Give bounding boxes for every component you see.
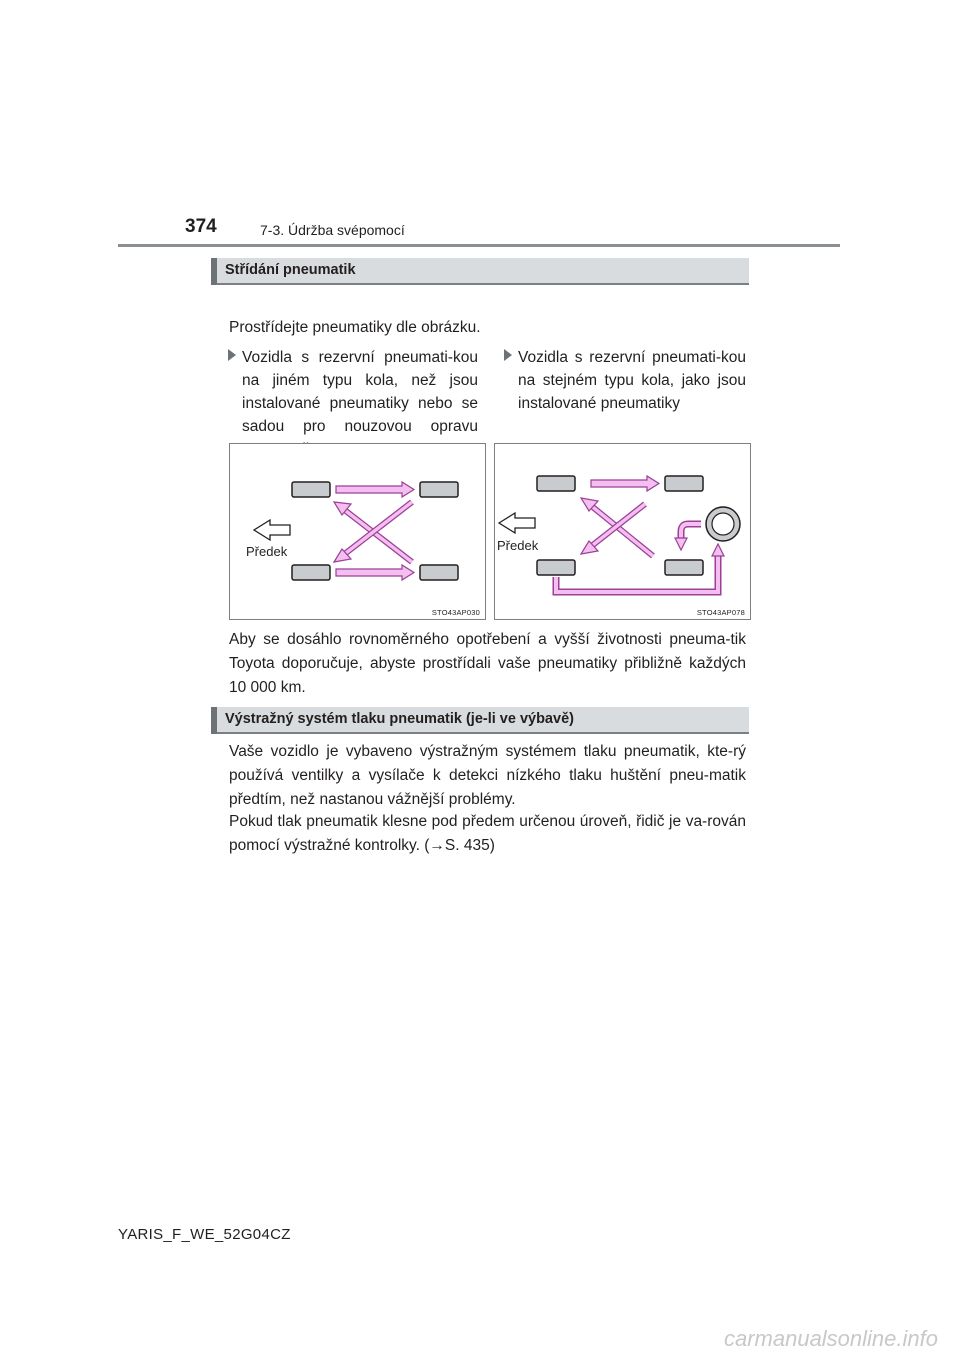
tire-rear-left [665,476,703,491]
front-label: Předek [497,538,539,553]
section-header-bar [211,707,217,734]
front-label: Předek [246,544,288,559]
bullet-same-spare [518,346,746,415]
rotation-diagram-right-svg [495,444,750,619]
tpms-paragraph-1: Vaše vozidlo je vybaveno výstražným systémem tlaku pneumatik, kte-rý používá ventilky a vysílače k detekci nízkého tlaku huštění pneu-matik předtím, než nastanou vážnější problémy. [229,743,746,808]
rotation-diagram-left [229,443,486,620]
intro-text: Prostřídejte pneumatiky dle obrázku. [229,319,481,336]
arrow-top [591,476,659,491]
section-header-tire-rotation [211,258,749,285]
tire-rear-right [420,565,458,580]
page-number: 374 [185,216,217,237]
front-arrow-icon [499,513,535,533]
rotation-diagram-right [494,443,751,620]
tire-front-right [537,560,575,575]
rotation-diagram-left-svg [230,444,485,619]
tire-front-left [292,482,330,497]
figure-code: STO43AP030 [431,608,480,617]
document-code: YARIS_F_WE_52G04CZ [118,1226,291,1243]
bullet-triangle-icon [504,349,512,361]
tpms-paragraph-2: Pokud tlak pneumatik klesne pod předem určenou úroveň, řidič je va-rován pomocí výstražné kontrolky. (→S. 435) [229,813,746,854]
rotation-note: Aby se dosáhlo rovnoměrného opotřebení a vyšší životnosti pneuma-tik Toyota doporučuje, abyste prostřídali vaše pneumatiky přibližně každých 10 000 km. [229,631,746,696]
figure-code: STO43AP078 [696,608,745,617]
tire-front-right [292,565,330,580]
arrow-bottom [336,565,414,580]
section-header-bar [211,258,217,285]
tire-rear-right [665,560,703,575]
tire-front-left [537,476,575,491]
front-arrow-icon [254,520,290,540]
chapter-label: 7-3. Údržba svépomocí [260,222,405,238]
bullet-triangle-icon [228,349,236,361]
bullet-text: Vozidla s rezervní pneumati-kou na jiném typu kola, než jsou instalované pneumatiky nebo se sadou pro nouzovou opravu [242,349,478,435]
tire-rear-left [420,482,458,497]
bullet-text: Vozidla s rezervní pneumati-kou na stejném typu kola, jako jsou instalované pneumatiky [518,349,746,412]
section-title: Výstražný systém tlaku pneumatik (je-li ve výbavě) [225,711,574,727]
watermark: carmanualsonline.info [723,1326,938,1351]
header-divider [118,244,840,247]
section-title: Střídání pneumatik [225,262,356,278]
arrow-top [336,482,414,497]
section-header-tpms [211,707,749,734]
